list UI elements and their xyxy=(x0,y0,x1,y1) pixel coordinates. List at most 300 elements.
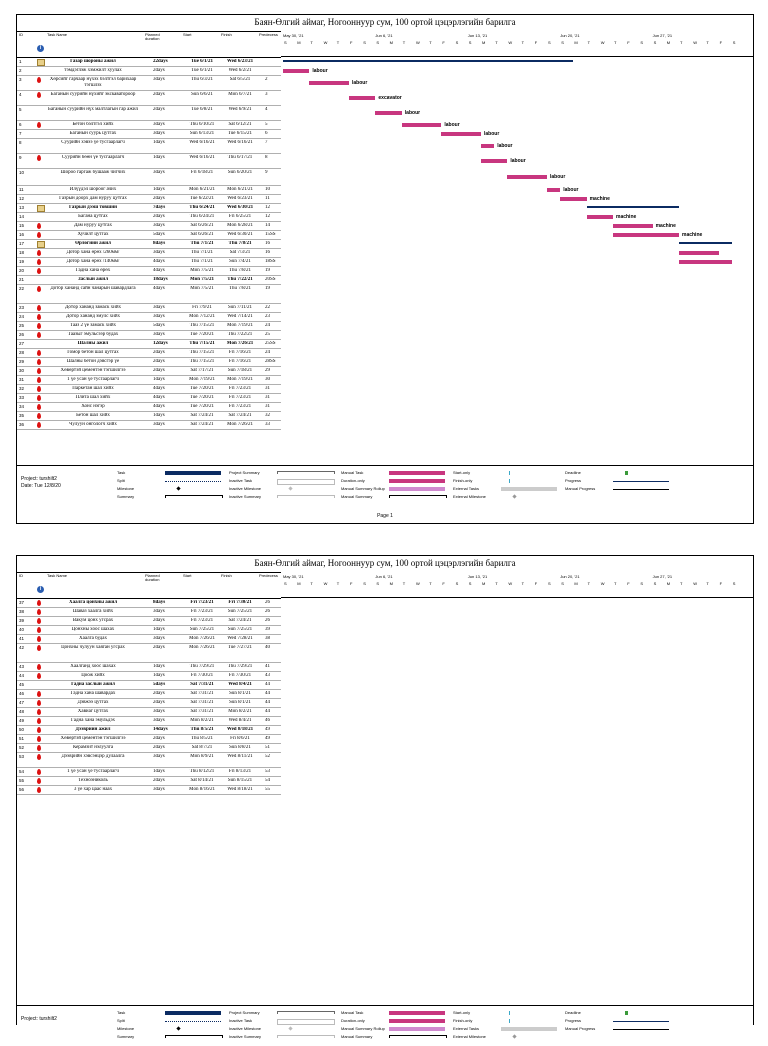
timescale-day: S xyxy=(732,581,736,586)
legend-swatch xyxy=(389,487,445,491)
task-predecessors: 31 xyxy=(265,404,270,409)
task-table xyxy=(17,31,281,430)
constraint-icon xyxy=(37,223,41,229)
legend-label: Manual Summary Rollup xyxy=(341,1026,385,1031)
task-duration: 2days xyxy=(153,359,165,364)
resource-label: labour xyxy=(563,187,579,193)
task-id: 20 xyxy=(19,268,25,273)
constraint-icon xyxy=(37,727,41,733)
task-duration: 5days xyxy=(153,323,165,328)
legend-label: Manual Summary xyxy=(341,494,373,499)
task-duration: 2days xyxy=(153,196,165,201)
timescale-day: F xyxy=(442,581,445,586)
legend-label: Milestone xyxy=(117,1026,135,1031)
constraint-icon xyxy=(37,754,41,760)
task-id: 34 xyxy=(19,404,25,409)
legend-item xyxy=(453,485,563,493)
task-id: 15 xyxy=(19,223,25,228)
timescale-day: T xyxy=(429,40,432,45)
task-id: 48 xyxy=(19,709,25,714)
task-finish: Sat 7/3/21 xyxy=(229,250,251,255)
task-duration: 7days xyxy=(153,205,166,210)
timescale-day: W xyxy=(693,40,697,45)
task-finish: Mon 6/21/21 xyxy=(227,187,253,192)
legend-swatch xyxy=(277,1035,335,1038)
task-finish: Wed 8/18/21 xyxy=(227,787,253,792)
timescale-day: S xyxy=(455,40,459,45)
task-duration: 1days xyxy=(153,673,165,678)
legend-item xyxy=(117,469,227,477)
task-id: 14 xyxy=(19,214,25,219)
legend-item xyxy=(117,477,227,485)
constraint-icon xyxy=(37,636,41,642)
constraint-icon xyxy=(37,377,41,383)
task-row xyxy=(17,276,281,285)
page-number: Page 1 xyxy=(377,513,393,519)
task-row xyxy=(17,213,281,222)
task-predecessors: 29 xyxy=(265,368,270,373)
task-start: Tue 7/20/21 xyxy=(189,332,215,337)
legend-item xyxy=(341,469,451,477)
task-row xyxy=(17,608,281,617)
task-finish: Fri 7/23/21 xyxy=(228,395,252,400)
legend-label: Manual Task xyxy=(341,470,364,475)
timescale-day: F xyxy=(627,581,630,586)
legend-item xyxy=(453,1009,563,1017)
task-rows-2 xyxy=(17,599,281,795)
task-row xyxy=(17,394,281,403)
task-duration: 8days xyxy=(153,241,166,246)
legend-item xyxy=(117,1009,227,1017)
task-start: Fri 7/23/21 xyxy=(190,609,214,614)
timescale-day: T xyxy=(521,581,525,586)
project-title-2: Баян-Өлгий аймаг, Ногооннуур сум, 100 ортой цэцэрлэгийн барилга xyxy=(254,558,516,568)
task-name: Бетон бэлтгэл хийх xyxy=(72,122,114,127)
timescale-day: T xyxy=(587,581,591,586)
task-bar xyxy=(587,215,613,219)
legend-label: Project Summary xyxy=(229,1010,260,1015)
col-finish: Finish xyxy=(221,32,232,37)
task-start: Tue 7/20/21 xyxy=(189,404,215,409)
resource-label: excavator xyxy=(378,95,402,101)
task-name: Баганын суурийн нүхийг экскаватороор xyxy=(50,92,136,97)
timescale-week: Jun 20, '21 xyxy=(560,33,580,38)
timescale-day: T xyxy=(336,581,340,586)
legend-column xyxy=(229,469,339,501)
task-predecessors: 30 xyxy=(265,377,270,382)
task-row xyxy=(17,786,281,795)
task-name: Тааз 2 үе замаск хийх xyxy=(69,323,117,328)
legend-item xyxy=(341,485,451,493)
summary-bar xyxy=(283,60,573,62)
legend-label: Inactive Task xyxy=(229,1018,253,1023)
task-id: 29 xyxy=(19,359,25,364)
legend-swatch xyxy=(165,1011,221,1015)
constraint-icon xyxy=(37,305,41,311)
task-predecessors: 4 xyxy=(265,107,268,112)
constraint-icon xyxy=(37,350,41,356)
timescale-day: W xyxy=(508,581,513,586)
task-name: 1 үе усан үе тусгаарлагч xyxy=(67,377,119,382)
task-id: 49 xyxy=(19,718,25,723)
task-duration: 3days xyxy=(153,609,165,614)
task-row xyxy=(17,735,281,744)
legend-item xyxy=(341,477,451,485)
task-id: 50 xyxy=(19,727,25,732)
task-indicator xyxy=(37,92,45,101)
timescale-day: M xyxy=(574,581,578,586)
legend-label: External Tasks xyxy=(453,486,479,491)
task-finish: Fri 7/16/21 xyxy=(228,350,252,355)
legend-item xyxy=(229,1025,339,1033)
task-finish: Fri 7/30/21 xyxy=(228,600,252,605)
constraint-icon xyxy=(37,769,41,775)
task-start: Thu 6/3/21 xyxy=(190,77,214,82)
task-name: Хавиаг цутгах xyxy=(77,709,109,714)
timescale-day: S xyxy=(284,40,287,45)
task-predecessors: 24 xyxy=(265,323,270,328)
task-row xyxy=(17,130,281,139)
task-finish: Sun 7/25/21 xyxy=(227,627,253,632)
legend-item xyxy=(341,1009,451,1017)
task-row xyxy=(17,412,281,421)
task-id: 17 xyxy=(19,241,25,246)
resource-label: machine xyxy=(616,214,637,220)
task-finish: Sun 8/15/21 xyxy=(227,778,253,783)
legend-item xyxy=(565,477,675,485)
task-id: 42 xyxy=(19,645,25,650)
task-start: Thu 7/15/21 xyxy=(189,350,215,355)
task-predecessors: 52 xyxy=(265,754,270,759)
task-predecessors: 16 xyxy=(265,241,270,246)
task-start: Mon 8/9/21 xyxy=(190,754,214,759)
task-duration: 3days xyxy=(153,636,165,641)
col-task-name: Task Name xyxy=(47,32,68,37)
task-duration: 3days xyxy=(153,122,165,127)
legend-column xyxy=(453,469,563,501)
timescale-day: M xyxy=(389,581,393,586)
resource-label: labour xyxy=(497,143,513,149)
task-predecessors: 55 xyxy=(265,787,270,792)
task-duration: 4days xyxy=(153,286,165,291)
task-predecessors: 32 xyxy=(265,413,270,418)
timescale-day: M xyxy=(297,40,301,45)
task-name: Гадна заслын ажил xyxy=(71,682,115,687)
constraint-icon xyxy=(37,787,41,793)
legend-item xyxy=(229,485,339,493)
legend-swatch xyxy=(389,1035,447,1038)
task-predecessors: 12 xyxy=(265,214,270,219)
timescale-day: S xyxy=(376,40,380,45)
task-predecessors: 3 xyxy=(265,92,268,97)
task-row xyxy=(17,154,281,169)
legend-swatch xyxy=(512,494,516,498)
task-start: Sat 8/7/21 xyxy=(191,745,213,750)
task-start: Sun 6/13/21 xyxy=(189,131,215,136)
task-finish: Wed 6/9/21 xyxy=(228,107,252,112)
task-row xyxy=(17,385,281,394)
timescale-day: W xyxy=(600,581,605,586)
task-id: 13 xyxy=(19,205,25,210)
task-name: Хөвөртэй цементэн тэгшилгээ xyxy=(60,368,126,373)
task-id: 40 xyxy=(19,627,25,632)
task-duration: 2days xyxy=(153,368,165,373)
legend-swatch xyxy=(389,479,445,483)
task-predecessors: 44 xyxy=(265,691,270,696)
task-name: Хаалга будах xyxy=(79,636,107,641)
task-id: 1 xyxy=(19,59,22,64)
task-start: Thu 7/15/21 xyxy=(189,341,215,346)
task-finish: Fri 7/16/21 xyxy=(228,359,252,364)
legend-swatch xyxy=(389,495,447,498)
legend-item xyxy=(229,469,339,477)
task-row xyxy=(17,331,281,340)
timescale-week: Jun 27, '21 xyxy=(652,574,673,579)
task-name: Дотор хана өрөх /140мм/ xyxy=(66,259,120,264)
legend-swatch xyxy=(176,486,180,490)
constraint-icon xyxy=(37,155,41,161)
legend-label: External Milestone xyxy=(453,1034,486,1039)
task-id: 25 xyxy=(19,323,25,328)
task-finish: Fri 7/30/21 xyxy=(228,673,252,678)
task-row xyxy=(17,169,281,186)
legend-swatch xyxy=(512,1034,516,1038)
task-start: Thu 7/1/21 xyxy=(190,241,214,246)
task-duration: 1days xyxy=(153,769,165,774)
task-start: Thu 8/12/21 xyxy=(189,769,215,774)
note-icon xyxy=(37,241,45,248)
task-finish: Wed 6/30/21 xyxy=(226,205,254,210)
task-start: Sat 6/26/21 xyxy=(190,232,214,237)
task-finish: Wed 8/4/21 xyxy=(228,718,252,723)
task-start: Sat 8/14/21 xyxy=(190,778,214,783)
task-start: Thu 6/24/21 xyxy=(189,214,215,219)
legend-swatch xyxy=(288,1026,292,1030)
legend-swatch xyxy=(509,479,512,483)
legend-label: External Tasks xyxy=(453,1026,479,1031)
task-id: 35 xyxy=(19,413,25,418)
gantt-chart-2 xyxy=(281,572,753,598)
task-name: 3 үе хар цаас наах xyxy=(73,787,113,792)
task-start: Mon 7/5/21 xyxy=(190,286,214,291)
constraint-icon xyxy=(37,778,41,784)
legend-swatch xyxy=(625,1011,628,1015)
task-predecessors: 8 xyxy=(265,155,268,160)
task-start: Mon 7/26/21 xyxy=(189,645,215,650)
legend-swatch xyxy=(509,1011,512,1015)
task-bar xyxy=(481,144,494,148)
task-row xyxy=(17,644,281,663)
timescale-day: S xyxy=(640,40,644,45)
task-start: Sat 7/24/21 xyxy=(190,422,214,427)
timescale-day: T xyxy=(614,40,617,45)
task-duration: 4days xyxy=(153,268,165,273)
task-predecessors: 6 xyxy=(265,131,268,136)
task-name: Багана цутгах xyxy=(78,214,108,219)
timescale-week: Jun 6, '21 xyxy=(375,574,393,579)
task-start: Fri 7/23/21 xyxy=(190,618,214,623)
legend-swatch xyxy=(165,1021,221,1022)
task-finish: Wed 8/11/21 xyxy=(227,754,253,759)
task-predecessors: 7 xyxy=(265,140,268,145)
task-name: Гадна хана өрөх xyxy=(75,268,111,273)
task-predecessors: 14 xyxy=(265,223,270,228)
task-finish: Thu 7/8/21 xyxy=(228,241,252,246)
project-title: Баян-Өлгий аймаг, Ногооннуур сум, 100 ортой цэцэрлэгийн барилга xyxy=(254,17,516,27)
task-row xyxy=(17,681,281,690)
task-bar xyxy=(560,197,586,201)
resource-label: labour xyxy=(550,174,566,180)
task-duration: 3days xyxy=(153,305,165,310)
task-predecessors: 44 xyxy=(265,682,270,687)
task-finish: Thu 7/29/21 xyxy=(227,664,253,669)
task-duration: 1days xyxy=(153,377,165,382)
constraint-icon xyxy=(37,122,41,128)
timescale-day: W xyxy=(323,40,328,45)
task-id: 41 xyxy=(19,636,25,641)
task-name: Шалны бетон дэвсгэр үе xyxy=(66,359,120,364)
task-start: Sun 6/6/21 xyxy=(191,92,213,97)
task-row xyxy=(17,67,281,76)
resource-label: labour xyxy=(510,158,526,164)
legend-swatch xyxy=(613,481,669,482)
task-start: Mon 7/5/21 xyxy=(190,268,214,273)
legend-item xyxy=(229,1033,339,1041)
task-id: 36 xyxy=(19,422,25,427)
task-finish: Mon 7/26/21 xyxy=(226,341,254,346)
constraint-icon xyxy=(37,645,41,651)
task-predecessors: 2 xyxy=(265,77,268,82)
task-name: Баганын суурийн нүх малтлагын гар ажил xyxy=(47,107,139,112)
task-row xyxy=(17,204,281,213)
timescale-header xyxy=(281,31,753,57)
task-duration: 3days xyxy=(153,709,165,714)
task-finish: Wed 6/23/21 xyxy=(226,59,254,64)
col-predecessors: Predecess xyxy=(259,32,278,37)
legend-swatch xyxy=(613,489,669,490)
task-id: 21 xyxy=(19,277,25,282)
legend-swatch xyxy=(613,1021,669,1022)
task-duration: 3days xyxy=(153,77,165,82)
timescale-day: S xyxy=(561,581,564,586)
task-duration: 1days xyxy=(153,664,165,669)
legend-swatch xyxy=(501,487,557,491)
task-bar xyxy=(283,69,309,73)
constraint-icon xyxy=(37,314,41,320)
task-bar xyxy=(613,233,679,237)
task-finish: Sun 8/1/21 xyxy=(229,700,251,705)
task-duration: 22days xyxy=(153,59,168,64)
task-predecessors: 31 xyxy=(265,395,270,400)
task-row xyxy=(17,195,281,204)
timescale-day: T xyxy=(429,581,432,586)
task-name: Чулуун онгологч хийх xyxy=(69,422,117,427)
legend-swatch xyxy=(165,471,221,475)
task-start: Tue 6/8/21 xyxy=(191,107,213,112)
timescale-day: S xyxy=(284,581,287,586)
task-id: 44 xyxy=(19,673,25,678)
constraint-icon xyxy=(37,673,41,679)
task-predecessors: 43 xyxy=(265,673,270,678)
legend-item xyxy=(117,1033,227,1041)
task-id: 16 xyxy=(19,232,25,237)
task-indicator xyxy=(37,754,45,763)
legend-item xyxy=(341,1033,451,1041)
task-row xyxy=(17,376,281,385)
task-finish: Fri 7/23/21 xyxy=(228,404,252,409)
task-bar xyxy=(349,96,375,100)
task-id: 56 xyxy=(19,787,25,792)
constraint-icon xyxy=(37,709,41,715)
timescale-day: W xyxy=(508,40,513,45)
task-row xyxy=(17,663,281,672)
task-finish: Mon 6/28/21 xyxy=(227,223,253,228)
legend-label: Deadline xyxy=(565,470,581,475)
summary-bar xyxy=(679,242,732,244)
col-id: ID xyxy=(19,573,23,578)
timescale-week: Jun 13, '21 xyxy=(467,33,488,38)
task-start: Mon 7/26/21 xyxy=(189,636,215,641)
note-icon xyxy=(37,59,45,66)
timescale-day: W xyxy=(416,581,420,586)
legend-label: Manual Progress xyxy=(565,1026,596,1031)
timescale-day: M xyxy=(482,40,486,45)
task-finish: Wed 7/28/21 xyxy=(227,636,253,641)
timescale-day: S xyxy=(548,40,551,45)
timescale-week: Jun 27, '21 xyxy=(652,33,673,38)
constraint-icon xyxy=(37,745,41,751)
task-predecessors: 10 xyxy=(265,187,270,192)
task-duration: 2days xyxy=(153,350,165,355)
task-predecessors: 20SS xyxy=(265,277,276,282)
task-finish: Wed 8/4/21 xyxy=(228,682,252,687)
task-duration: 2days xyxy=(153,214,165,219)
task-id: 9 xyxy=(19,155,22,160)
task-duration: 12days xyxy=(153,341,168,346)
task-bar xyxy=(613,224,653,228)
task-predecessors: 26 xyxy=(265,609,270,614)
legend-swatch xyxy=(165,481,221,482)
timescale-day: S xyxy=(732,40,736,45)
task-name: Дэвжээ цутгах xyxy=(77,700,109,705)
task-name: Дотор хана өрөх /260мм/ xyxy=(66,250,120,255)
legend-item xyxy=(565,1009,675,1017)
timescale-day: W xyxy=(323,581,328,586)
timescale-day: M xyxy=(666,40,671,45)
legend-label: Manual Task xyxy=(341,1010,364,1015)
note-icon xyxy=(37,205,45,212)
task-name: Баганын суурь цутгах xyxy=(69,131,117,136)
constraint-icon xyxy=(37,718,41,724)
task-predecessors: 26 xyxy=(265,618,270,623)
task-predecessors: 33 xyxy=(265,422,270,427)
task-duration: 3days xyxy=(153,754,165,759)
resource-label: labour xyxy=(404,110,421,116)
resource-label: labour xyxy=(484,131,500,137)
task-predecessors: 24 xyxy=(265,350,270,355)
legend-swatch xyxy=(176,1026,180,1030)
legend-item xyxy=(117,485,227,493)
task-bar xyxy=(441,132,481,136)
task-start: Thu 6/24/21 xyxy=(189,205,215,210)
task-finish: Sun 7/25/21 xyxy=(227,609,253,614)
task-duration: 1days xyxy=(153,155,165,160)
legend-column xyxy=(117,469,227,501)
legend-label: Deadline xyxy=(565,1010,581,1015)
legend-item xyxy=(117,493,227,501)
timescale-week: Jun 6, '21 xyxy=(375,33,393,38)
task-row xyxy=(17,249,281,258)
